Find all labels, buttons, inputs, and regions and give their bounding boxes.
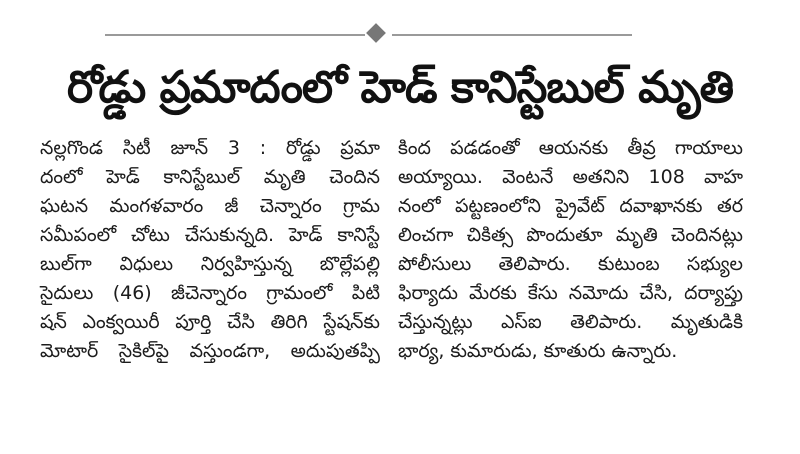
article-column-left bbox=[40, 134, 380, 366]
text-line: దంలో హెడ్ కానిస్టేబుల్ మృతి చెందిన bbox=[40, 166, 380, 188]
text-line: కింద పడడంతో ఆయనకు తీవ్ర గాయాలు bbox=[398, 137, 743, 159]
text-line: అయ్యాయి. వెంటనే అతనిని 108 వాహ bbox=[398, 166, 743, 188]
text-line: భార్య, కుమారుడు, కూతురు ఉన్నారు. bbox=[398, 340, 678, 362]
text-line: పోలీసులు తెలిపారు. కుటుంబ సభ్యుల bbox=[398, 253, 743, 275]
text-line: చేస్తున్నట్లు ఎస్ఐ తెలిపారు. మృతుడికి bbox=[398, 311, 743, 333]
text-line: షన్ ఎంక్వయిరీ పూర్తి చేసి తిరిగి స్టేషన్‌కు bbox=[40, 311, 380, 333]
article-headline: రోడ్డు ప్రమాదంలో హెడ్ కానిస్టేబుల్ మృతి bbox=[67, 62, 733, 113]
divider-right bbox=[392, 34, 632, 36]
text-line: బుల్‌గా విధులు నిర్వహిస్తున్న బొల్లేపల్లి bbox=[40, 253, 380, 275]
divider-left bbox=[105, 34, 365, 36]
text-line: నంలో పట్టణంలోని ప్రైవేట్ దవాఖానకు తర bbox=[398, 195, 743, 217]
text-line: ఘటన మంగళవారం జీ చెన్నారం గ్రామ bbox=[40, 195, 380, 217]
text-line: లించగా చికిత్స పొందుతూ మృతి చెందినట్లు bbox=[398, 224, 743, 246]
text-line: ఫిర్యాదు మేరకు కేసు నమోదు చేసి, దర్యాప్తు bbox=[398, 282, 743, 304]
text-line: మోటార్ సైకిల్‌పై వస్తుండగా, అదుపుతప్పి bbox=[40, 340, 380, 362]
text-line: సమీపంలో చోటు చేసుకున్నది. హెడ్ కానిస్టే bbox=[40, 224, 380, 246]
text-line: సైదులు (46) జీచెన్నారం గ్రామంలో పిటి bbox=[40, 282, 380, 304]
text-line: నల్లగొండ సిటీ జూన్ 3 : రోడ్డు ప్రమా bbox=[40, 137, 380, 159]
divider-diamond-ornament bbox=[366, 23, 386, 43]
article-column-right bbox=[398, 134, 743, 366]
